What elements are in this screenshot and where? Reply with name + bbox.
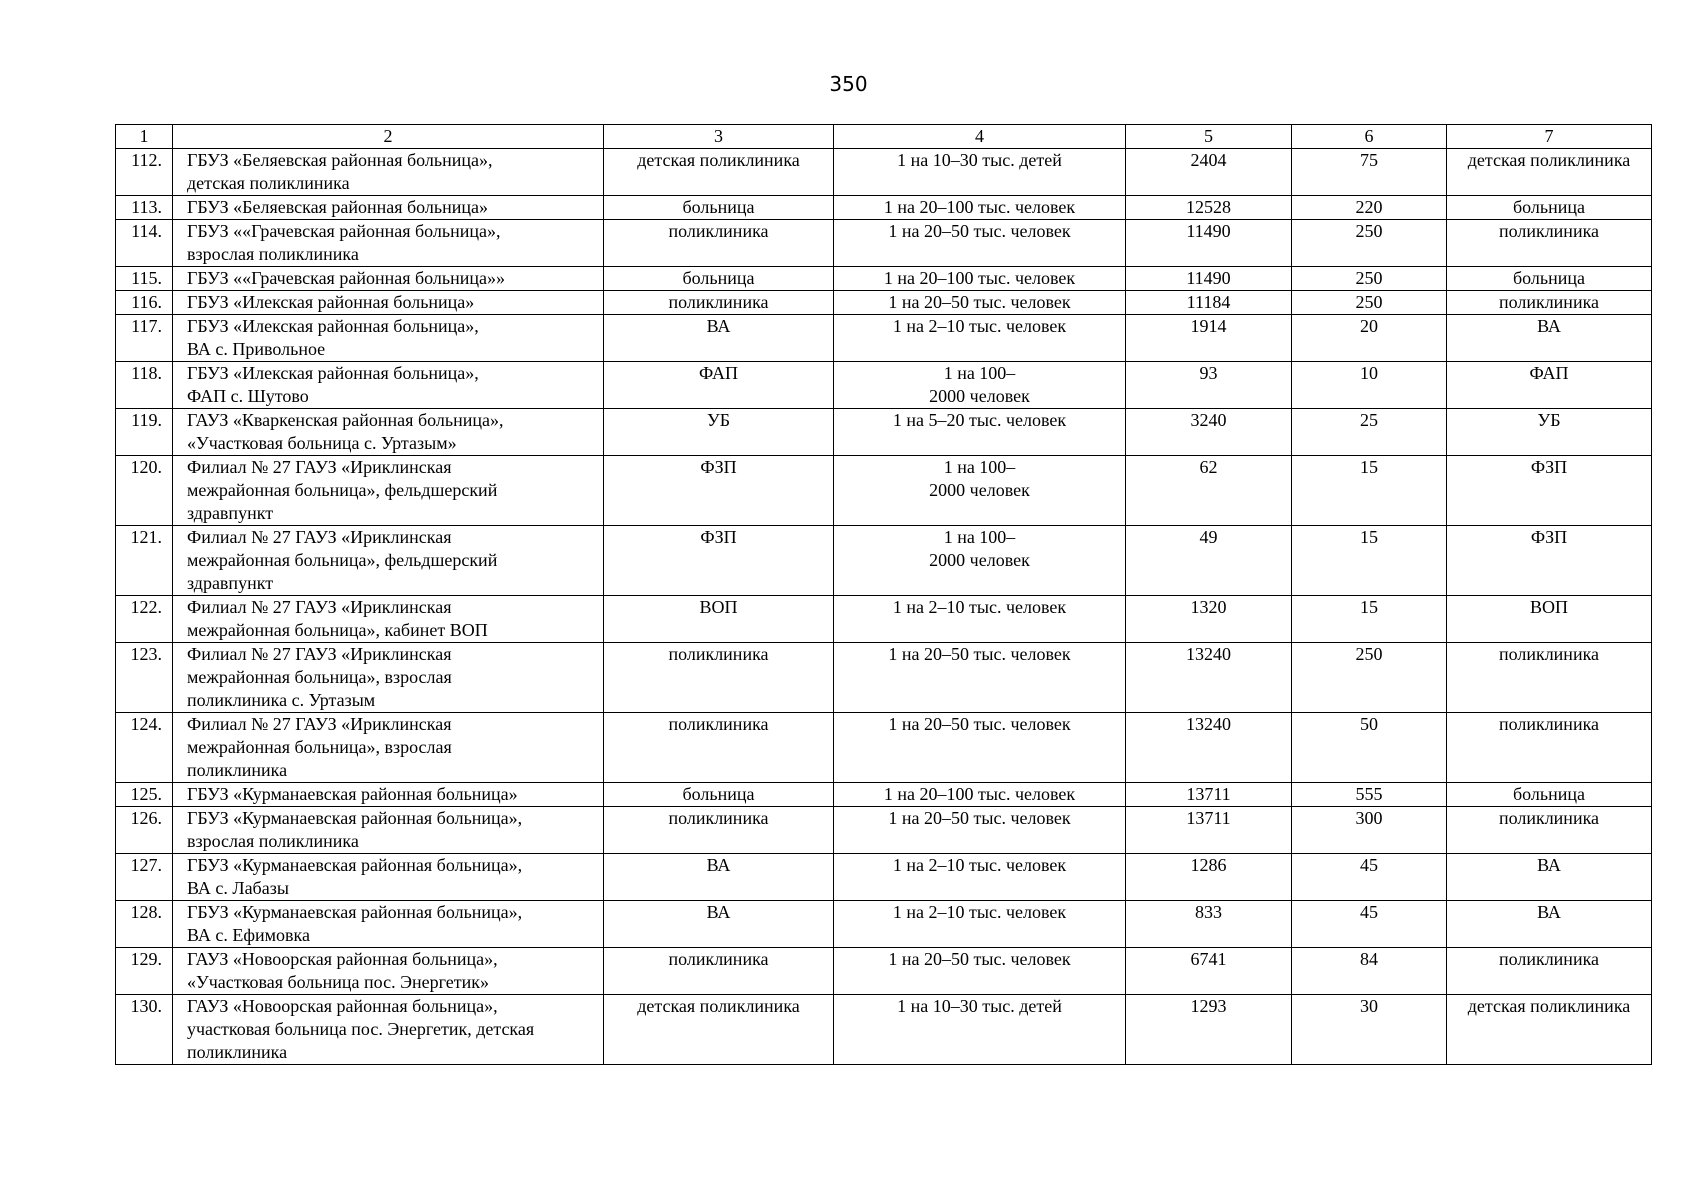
facility-name-cell: ГБУЗ «Курманаевская районная больница», взрослая поликлиника: [173, 807, 604, 854]
facility-name-cell: ГБУЗ «Курманаевская районная больница», ВА с. Лабазы: [173, 854, 604, 901]
population-served-cell: 1286: [1126, 854, 1292, 901]
row-number-cell: 122.: [116, 596, 173, 643]
table-row: [116, 783, 1652, 807]
header-col-7: 7: [1447, 125, 1652, 149]
row-number-cell: 120.: [116, 456, 173, 526]
facility-name-cell: Филиал № 27 ГАУЗ «Ириклинская межрайонная больница», кабинет ВОП: [173, 596, 604, 643]
capacity-cell: 15: [1292, 456, 1447, 526]
facility-category-cell: поликлиника: [1447, 643, 1652, 713]
service-norm-cell: 1 на 2–10 тыс. человек: [834, 901, 1126, 948]
header-col-3: 3: [604, 125, 834, 149]
capacity-cell: 75: [1292, 149, 1447, 196]
capacity-cell: 250: [1292, 643, 1447, 713]
facility-name-cell: Филиал № 27 ГАУЗ «Ириклинская межрайонная больница», фельдшерский здравпункт: [173, 456, 604, 526]
facility-name-cell: ГАУЗ «Новоорская районная больница», участковая больница пос. Энергетик, детская поликлиника: [173, 995, 604, 1065]
facilities-table: [115, 124, 1652, 1065]
capacity-cell: 84: [1292, 948, 1447, 995]
population-served-cell: 11490: [1126, 220, 1292, 267]
table-row: [116, 196, 1652, 220]
facility-type-cell: поликлиника: [604, 220, 834, 267]
service-norm-cell: 1 на 20–50 тыс. человек: [834, 713, 1126, 783]
service-norm-cell: 1 на 20–50 тыс. человек: [834, 643, 1126, 713]
capacity-cell: 45: [1292, 901, 1447, 948]
header-col-1: 1: [116, 125, 173, 149]
population-served-cell: 11184: [1126, 291, 1292, 315]
facility-type-cell: больница: [604, 267, 834, 291]
row-number-cell: 128.: [116, 901, 173, 948]
facility-category-cell: поликлиника: [1447, 291, 1652, 315]
capacity-cell: 250: [1292, 220, 1447, 267]
service-norm-cell: 1 на 2–10 тыс. человек: [834, 596, 1126, 643]
facility-type-cell: больница: [604, 783, 834, 807]
population-served-cell: 13240: [1126, 643, 1292, 713]
capacity-cell: 25: [1292, 409, 1447, 456]
population-served-cell: 13711: [1126, 783, 1292, 807]
facility-category-cell: поликлиника: [1447, 807, 1652, 854]
facility-category-cell: ФЗП: [1447, 456, 1652, 526]
header-col-4: 4: [834, 125, 1126, 149]
capacity-cell: 15: [1292, 526, 1447, 596]
facility-type-cell: поликлиника: [604, 643, 834, 713]
table-row: [116, 948, 1652, 995]
facility-name-cell: ГБУЗ «Беляевская районная больница», детская поликлиника: [173, 149, 604, 196]
facility-type-cell: ВА: [604, 315, 834, 362]
table-row: [116, 291, 1652, 315]
row-number-cell: 119.: [116, 409, 173, 456]
row-number-cell: 112.: [116, 149, 173, 196]
service-norm-cell: 1 на 10–30 тыс. детей: [834, 995, 1126, 1065]
table-row: [116, 901, 1652, 948]
service-norm-cell: 1 на 20–100 тыс. человек: [834, 267, 1126, 291]
facility-type-cell: больница: [604, 196, 834, 220]
facility-category-cell: поликлиника: [1447, 713, 1652, 783]
facility-name-cell: ГБУЗ «Илекская районная больница», ВА с. Привольное: [173, 315, 604, 362]
population-served-cell: 13711: [1126, 807, 1292, 854]
header-col-6: 6: [1292, 125, 1447, 149]
facility-category-cell: ВА: [1447, 901, 1652, 948]
row-number-cell: 114.: [116, 220, 173, 267]
table-row: [116, 456, 1652, 526]
facility-type-cell: ВОП: [604, 596, 834, 643]
service-norm-cell: 1 на 10–30 тыс. детей: [834, 149, 1126, 196]
facility-category-cell: ФАП: [1447, 362, 1652, 409]
population-served-cell: 833: [1126, 901, 1292, 948]
service-norm-cell: 1 на 5–20 тыс. человек: [834, 409, 1126, 456]
service-norm-cell: 1 на 20–50 тыс. человек: [834, 291, 1126, 315]
table-row: [116, 526, 1652, 596]
capacity-cell: 10: [1292, 362, 1447, 409]
population-served-cell: 13240: [1126, 713, 1292, 783]
row-number-cell: 129.: [116, 948, 173, 995]
facility-category-cell: поликлиника: [1447, 220, 1652, 267]
facility-name-cell: ГБУЗ «Курманаевская районная больница», ВА с. Ефимовка: [173, 901, 604, 948]
facility-type-cell: поликлиника: [604, 807, 834, 854]
facility-name-cell: ГАУЗ «Кваркенская районная больница», «Участковая больница с. Уртазым»: [173, 409, 604, 456]
facility-name-cell: ГБУЗ ««Грачевская районная больница», взрослая поликлиника: [173, 220, 604, 267]
facility-name-cell: Филиал № 27 ГАУЗ «Ириклинская межрайонная больница», взрослая поликлиника с. Уртазым: [173, 643, 604, 713]
page-number: 350: [829, 72, 868, 96]
facility-type-cell: детская поликлиника: [604, 995, 834, 1065]
facility-type-cell: поликлиника: [604, 291, 834, 315]
facility-category-cell: ВОП: [1447, 596, 1652, 643]
population-served-cell: 6741: [1126, 948, 1292, 995]
facility-name-cell: ГБУЗ «Беляевская районная больница»: [173, 196, 604, 220]
row-number-cell: 115.: [116, 267, 173, 291]
population-served-cell: 93: [1126, 362, 1292, 409]
facility-type-cell: УБ: [604, 409, 834, 456]
facility-name-cell: ГБУЗ «Илекская районная больница», ФАП с. Шутово: [173, 362, 604, 409]
table-row: [116, 596, 1652, 643]
population-served-cell: 49: [1126, 526, 1292, 596]
row-number-cell: 118.: [116, 362, 173, 409]
row-number-cell: 124.: [116, 713, 173, 783]
service-norm-cell: 1 на 20–50 тыс. человек: [834, 807, 1126, 854]
facility-category-cell: ВА: [1447, 854, 1652, 901]
facility-type-cell: ФЗП: [604, 526, 834, 596]
facility-name-cell: Филиал № 27 ГАУЗ «Ириклинская межрайонная больница», фельдшерский здравпункт: [173, 526, 604, 596]
service-norm-cell: 1 на 100– 2000 человек: [834, 362, 1126, 409]
row-number-cell: 113.: [116, 196, 173, 220]
capacity-cell: 250: [1292, 291, 1447, 315]
capacity-cell: 220: [1292, 196, 1447, 220]
table-row: [116, 315, 1652, 362]
row-number-cell: 117.: [116, 315, 173, 362]
row-number-cell: 130.: [116, 995, 173, 1065]
service-norm-cell: 1 на 2–10 тыс. человек: [834, 315, 1126, 362]
service-norm-cell: 1 на 100– 2000 человек: [834, 456, 1126, 526]
population-served-cell: 3240: [1126, 409, 1292, 456]
facility-type-cell: ФАП: [604, 362, 834, 409]
row-number-cell: 125.: [116, 783, 173, 807]
table-row: [116, 807, 1652, 854]
facility-type-cell: поликлиника: [604, 713, 834, 783]
row-number-cell: 116.: [116, 291, 173, 315]
facility-category-cell: УБ: [1447, 409, 1652, 456]
row-number-cell: 121.: [116, 526, 173, 596]
facility-name-cell: Филиал № 27 ГАУЗ «Ириклинская межрайонная больница», взрослая поликлиника: [173, 713, 604, 783]
facility-category-cell: поликлиника: [1447, 948, 1652, 995]
facility-type-cell: ВА: [604, 854, 834, 901]
population-served-cell: 62: [1126, 456, 1292, 526]
facility-category-cell: ВА: [1447, 315, 1652, 362]
facility-name-cell: ГАУЗ «Новоорская районная больница», «Участковая больница пос. Энергетик»: [173, 948, 604, 995]
table-row: [116, 995, 1652, 1065]
population-served-cell: 11490: [1126, 267, 1292, 291]
service-norm-cell: 1 на 20–100 тыс. человек: [834, 783, 1126, 807]
table-row: [116, 267, 1652, 291]
population-served-cell: 1914: [1126, 315, 1292, 362]
service-norm-cell: 1 на 20–50 тыс. человек: [834, 948, 1126, 995]
capacity-cell: 50: [1292, 713, 1447, 783]
row-number-cell: 123.: [116, 643, 173, 713]
table-row: [116, 643, 1652, 713]
facility-category-cell: детская поликлиника: [1447, 995, 1652, 1065]
facility-category-cell: ФЗП: [1447, 526, 1652, 596]
capacity-cell: 45: [1292, 854, 1447, 901]
population-served-cell: 2404: [1126, 149, 1292, 196]
service-norm-cell: 1 на 100– 2000 человек: [834, 526, 1126, 596]
facility-name-cell: ГБУЗ «Курманаевская районная больница»: [173, 783, 604, 807]
service-norm-cell: 1 на 2–10 тыс. человек: [834, 854, 1126, 901]
row-number-cell: 127.: [116, 854, 173, 901]
service-norm-cell: 1 на 20–100 тыс. человек: [834, 196, 1126, 220]
population-served-cell: 1320: [1126, 596, 1292, 643]
table-row: [116, 149, 1652, 196]
header-col-2: 2: [173, 125, 604, 149]
capacity-cell: 20: [1292, 315, 1447, 362]
header-col-5: 5: [1126, 125, 1292, 149]
facility-type-cell: поликлиника: [604, 948, 834, 995]
population-served-cell: 1293: [1126, 995, 1292, 1065]
facility-category-cell: больница: [1447, 196, 1652, 220]
table-row: [116, 220, 1652, 267]
capacity-cell: 300: [1292, 807, 1447, 854]
facility-name-cell: ГБУЗ «Илекская районная больница»: [173, 291, 604, 315]
table-row: [116, 409, 1652, 456]
capacity-cell: 15: [1292, 596, 1447, 643]
facility-category-cell: больница: [1447, 267, 1652, 291]
table-row: [116, 362, 1652, 409]
population-served-cell: 12528: [1126, 196, 1292, 220]
facility-category-cell: детская поликлиника: [1447, 149, 1652, 196]
table-row: [116, 713, 1652, 783]
facility-category-cell: больница: [1447, 783, 1652, 807]
table-row: [116, 854, 1652, 901]
capacity-cell: 250: [1292, 267, 1447, 291]
facility-type-cell: детская поликлиника: [604, 149, 834, 196]
service-norm-cell: 1 на 20–50 тыс. человек: [834, 220, 1126, 267]
capacity-cell: 555: [1292, 783, 1447, 807]
facility-type-cell: ФЗП: [604, 456, 834, 526]
row-number-cell: 126.: [116, 807, 173, 854]
table-header-row: [116, 125, 1652, 149]
facility-type-cell: ВА: [604, 901, 834, 948]
facility-name-cell: ГБУЗ ««Грачевская районная больница»»: [173, 267, 604, 291]
capacity-cell: 30: [1292, 995, 1447, 1065]
